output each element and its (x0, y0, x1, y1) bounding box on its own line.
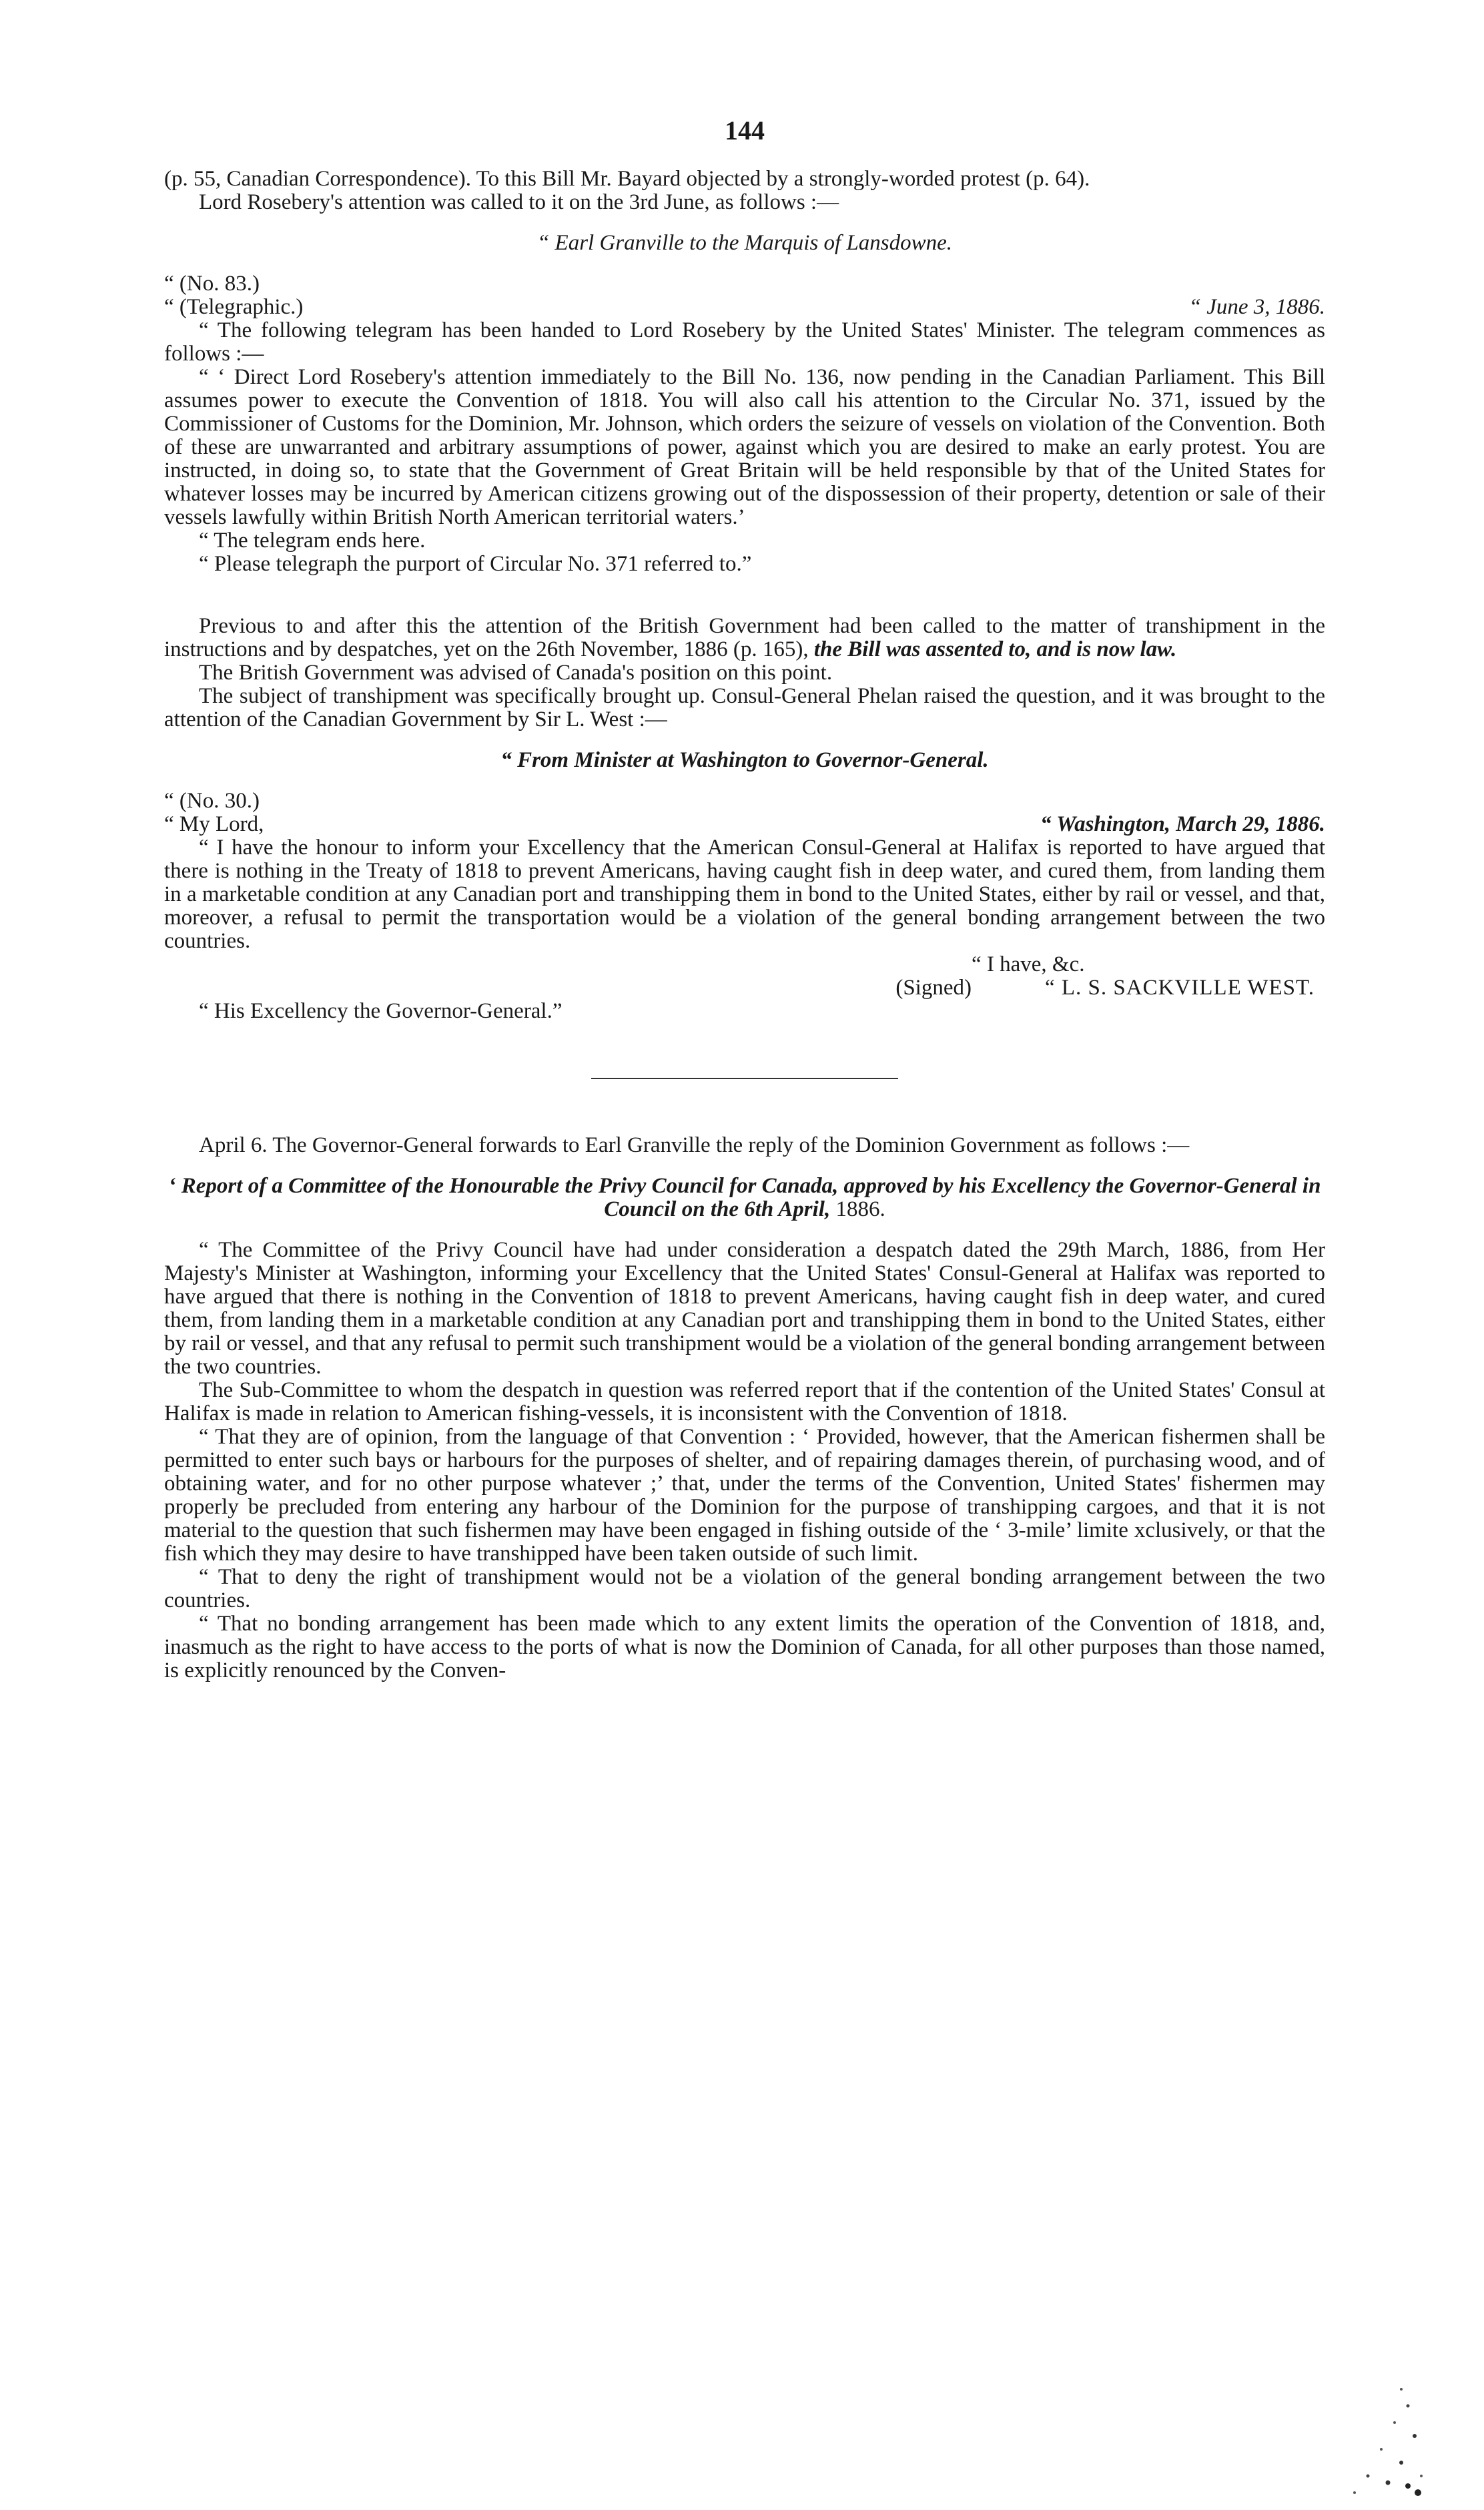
page-number: 144 (725, 115, 765, 145)
telegram-body: “ ‘ Direct Lord Rosebery's attention immediately to the Bill No. 136, now pending in the Canadian Parliament. This Bill assumes power to execute the Convention of 1818. You will also call his attention to the Circular No. 371, issued by the Commissioner of Customs for the Dominion, Mr. Johnson, which orders the seizure of vessels on violation of the Convention. Both of these are unwarranted and arbitrary assumptions of power, against which you are desired to make an early protest. You are instructed, in doing so, to state that the Government of Great Britain will be held responsible by that of the United States for whatever losses may be incurred by American citizens growing out of the dispossession of their property, detention or sale of their vessels lawfully within British North American territorial waters.’ (164, 365, 1325, 529)
committee-paragraph-5: “ That no bonding arrangement has been made which to any extent limits the operation of the Convention of 1818, and, inasmuch as the right to have access to the ports of what is now the Dominion of Canada, for all other purposes than those named, is explicitly renounced by the Conven- (164, 1612, 1325, 1682)
committee-paragraph-2: The Sub-Committee to whom the despatch in question was referred report that if the contention of the United States' Consul at Halifax is made in relation to American fishing-vessels, it is inconsistent with the Convention of 1818. (164, 1378, 1325, 1426)
committee-paragraph-3: “ That they are of opinion, from the language of that Convention : ‘ Provided, however, that the American fishermen shall be permitted to enter such bays or harbours for the purposes of shelter, and of repairing damages therein, of purchasing wood, and of obtaining water, and for no other purpose whatever ;’ that, under the terms of the Convention, United States' fishermen may properly be precluded from entering any harbour of the Dominion for the purpose of transhipping cargoes, and that it is not material to the question that such fishermen may have been engaged in fishing outside of the ‘ 3-mile’ limite xclusively, or that the fish which they may desire to have transhipped have been taken outside of such limit. (164, 1425, 1325, 1566)
committee-paragraph-1: “ The Committee of the Privy Council have had under consideration a despatch dated the 29th March, 1886, from Her Majesty's Minister at Washington, informing your Excellency that the United States' Consul-General at Halifax was reported to have argued that there is nothing in the Convention of 1818 to prevent Americans, having caught fish in deep water, and cured them, from landing them in a marketable condition at any Canadian port and transhipping them in bond to the United States, either by rail or vessel, and that any refusal to permit such transhipment would be a violation of the general bonding arrangement between the two countries. (164, 1238, 1325, 1379)
signed-label: (Signed) (895, 976, 972, 1000)
report-year: 1886. (835, 1197, 885, 1221)
paragraph-advised: The British Government was advised of Canada's position on this point. (199, 661, 833, 685)
document-page (164, 115, 1325, 1682)
ink-smudge-marks (1301, 2376, 1435, 2503)
telegram-heading: “ Earl Granville to the Marquis of Lansdowne. (536, 231, 953, 255)
previous-emphasis: the Bill was assented to, and is now law. (813, 637, 1177, 661)
letter-heading: “ From Minister at Washington to Governor-General. (500, 748, 989, 772)
letter-salutation-row (164, 813, 1325, 836)
telegram-request: “ Please telegraph the purport of Circular No. 371 referred to.” (199, 552, 752, 576)
letter-body: “ I have the honour to inform your Excellency that the American Consul-General at Halifax is reported to have argued that there is nothing in the Treaty of 1818 to prevent Americans, having caught fish in deep water, and cured them, from landing them in a marketable condition at any Canadian port and transhipping them in bond to the United States, either by rail or vessel, and that, moreover, a refusal to permit the transportation would be a violation of the general bonding arrangement between the two countries. (164, 836, 1325, 953)
telegram-date: “ June 3, 1886. (1188, 295, 1325, 319)
committee-paragraph-4: “ That to deny the right of transhipment would not be a violation of the general bonding arrangement between the two countries. (164, 1565, 1325, 1612)
report-heading (164, 1175, 1325, 1221)
paragraph-previous (164, 615, 1325, 661)
telegram-header-row (164, 296, 1325, 319)
paragraph-april: April 6. The Governor-General forwards to Earl Granville the reply of the Dominion Government as follows :— (199, 1133, 1190, 1157)
letter-number: “ (No. 30.) (164, 789, 260, 813)
previous-text: Previous to and after this the attention of the British Government had been called to the matter of transhipment in the instructions and by despatches, yet on the 26th November, 1886 (p. 165), (164, 614, 1325, 661)
telegram-intro: “ The following telegram has been handed to Lord Rosebery by the United States' Minister. The telegram commences as follows :— (164, 318, 1325, 366)
letter-closing: “ I have, &c. (972, 952, 1085, 976)
telegram-number: “ (No. 83.) (164, 272, 260, 296)
paragraph-bill-objection: (p. 55, Canadian Correspondence). To this Bill Mr. Bayard objected by a strongly-worded protest (p. 64). (164, 167, 1090, 191)
telegram-ends: “ The telegram ends here. (199, 529, 426, 553)
telegraphic-label: “ (Telegraphic.) (164, 295, 304, 319)
paragraph-rosebery-attention: Lord Rosebery's attention was called to it on the 3rd June, as follows :— (199, 190, 839, 214)
salutation: “ My Lord, (164, 812, 264, 836)
signature-line (164, 976, 1315, 1000)
letter-date: “ Washington, March 29, 1886. (1040, 812, 1325, 836)
letter-addressee: “ His Excellency the Governor-General.” (199, 999, 563, 1023)
signer-name: “ L. S. SACKVILLE WEST. (1045, 976, 1315, 1000)
report-title: ‘ Report of a Committee of the Honourable the Privy Council for Canada, approved by his Excellency the Governor-General in Council on the 6th April, (168, 1174, 1321, 1221)
paragraph-transhipment: The subject of transhipment was specifically brought up. Consul-General Phelan raised the question, and it was brought to the attention of the Canadian Government by Sir L. West :— (164, 684, 1325, 731)
